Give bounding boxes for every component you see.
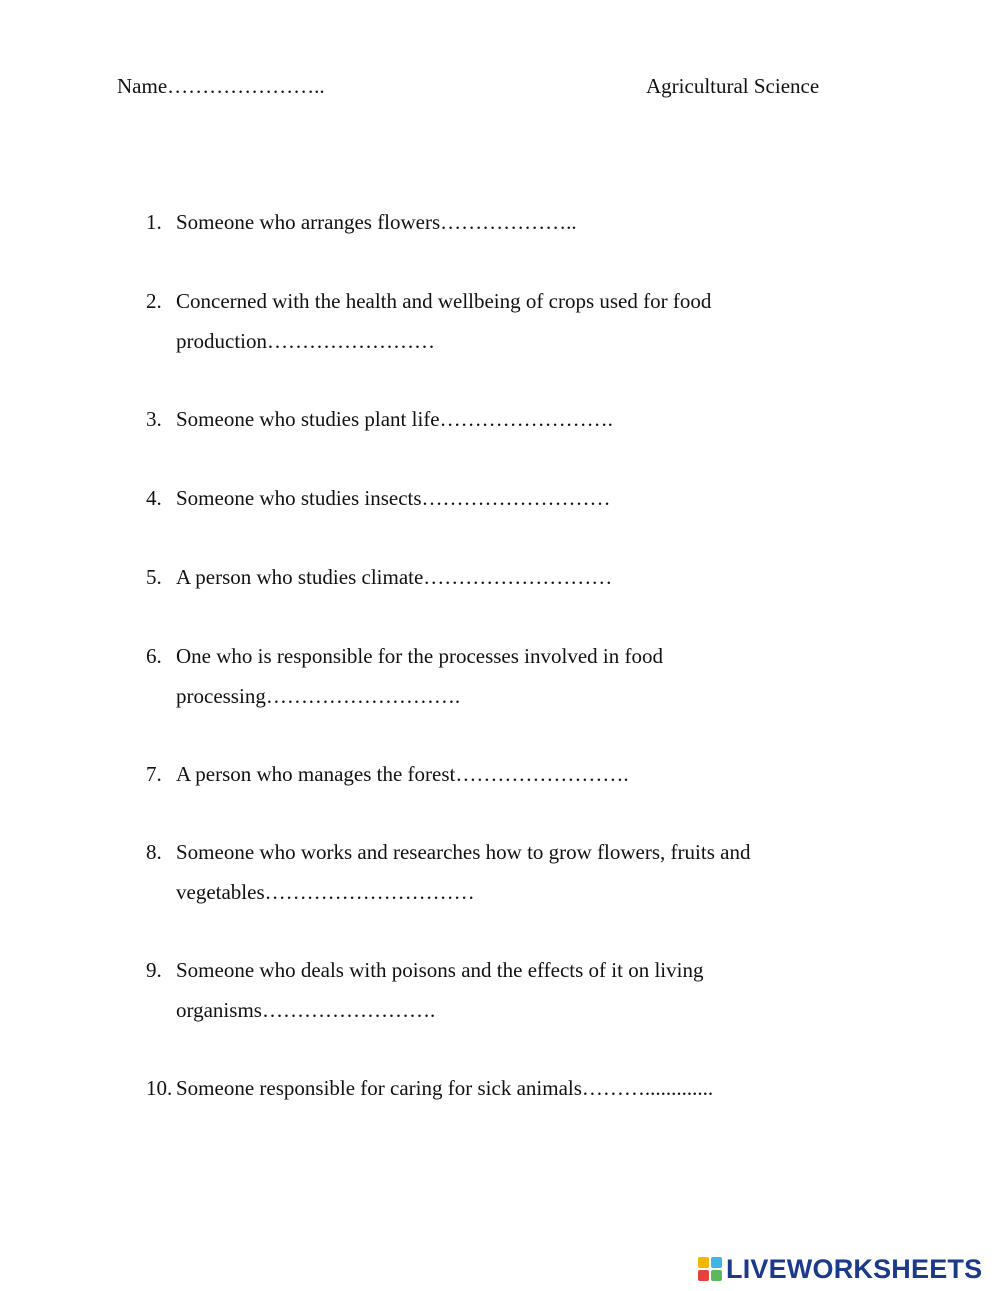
question-number: 1. (146, 210, 162, 234)
liveworksheets-logo-icon (698, 1257, 722, 1281)
question-number: 6. (146, 644, 162, 668)
logo-tile (698, 1257, 709, 1268)
question-text (176, 950, 846, 1030)
question-number: 9. (146, 958, 162, 982)
logo-tile (698, 1270, 709, 1281)
question-text (176, 754, 846, 794)
question-line: A person who studies climate……………………… (176, 565, 613, 589)
question-item (146, 754, 846, 794)
question-text (176, 832, 846, 912)
question-line: Someone who deals with poisons and the effects of it on living (176, 958, 704, 982)
question-item (146, 1068, 846, 1108)
question-text (176, 1068, 846, 1108)
question-text (176, 399, 846, 439)
question-number: 5. (146, 565, 162, 589)
question-item (146, 202, 846, 242)
subject-title: Agricultural Science (646, 74, 820, 98)
question-item (146, 399, 846, 439)
question-line: processing………………………. (176, 684, 461, 708)
logo-tile (711, 1270, 722, 1281)
question-number: 3. (146, 407, 162, 431)
question-item (146, 557, 846, 597)
question-line: Someone who arranges flowers……………….. (176, 210, 577, 234)
liveworksheets-logo (698, 1253, 982, 1285)
question-text (176, 478, 846, 518)
question-line: Someone who studies insects……………………… (176, 486, 611, 510)
question-line: production…………………… (176, 329, 435, 353)
question-text (176, 636, 846, 716)
question-line: Someone who studies plant life……………………. (176, 407, 613, 431)
question-number: 2. (146, 289, 162, 313)
question-item (146, 832, 846, 912)
question-text (176, 202, 846, 242)
logo-tile (711, 1257, 722, 1268)
name-field-label: Name………………….. (117, 74, 325, 98)
question-number: 10. (146, 1076, 173, 1100)
logo-text: LIVEWORKSHEETS (726, 1253, 983, 1284)
question-line: A person who manages the forest……………………. (176, 762, 629, 786)
question-item (146, 950, 846, 1030)
question-number: 7. (146, 762, 162, 786)
question-item (146, 281, 846, 361)
question-line: Someone who works and researches how to grow flowers, fruits and (176, 840, 751, 864)
question-number: 8. (146, 840, 162, 864)
question-line: Concerned with the health and wellbeing of crops used for food (176, 289, 712, 313)
question-line: Someone responsible for caring for sick animals………............. (176, 1076, 714, 1100)
question-line: vegetables………………………… (176, 880, 475, 904)
question-item (146, 478, 846, 518)
question-number: 4. (146, 486, 162, 510)
question-line: organisms……………………. (176, 998, 436, 1022)
question-line: One who is responsible for the processes involved in food (176, 644, 663, 668)
question-text (176, 281, 846, 361)
question-item (146, 636, 846, 716)
question-text (176, 557, 846, 597)
